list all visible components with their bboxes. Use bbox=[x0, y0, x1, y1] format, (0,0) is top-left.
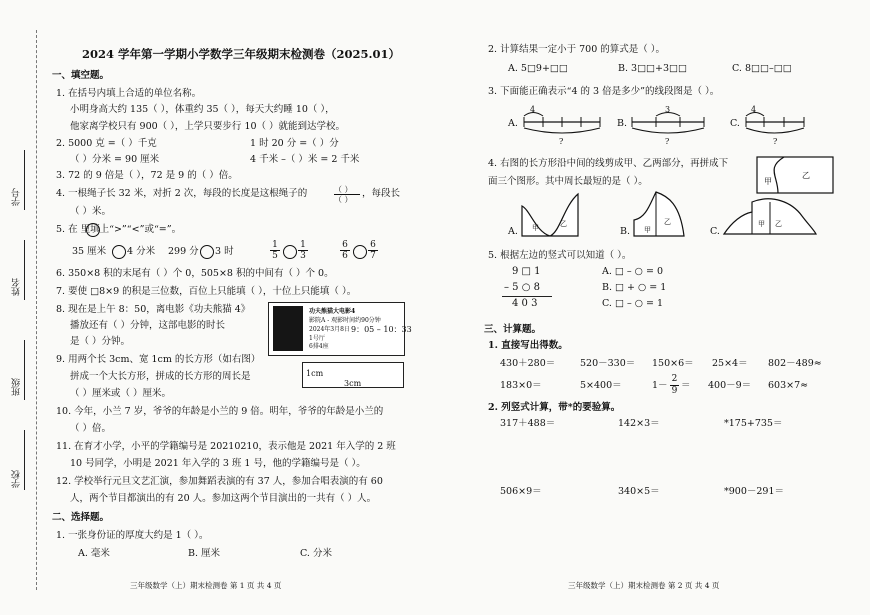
page-footer-left: 三年级数学（上）期末检测卷 第 1 页 共 4 页 bbox=[130, 581, 282, 590]
expr: 603×7≈ bbox=[768, 380, 809, 391]
fraction: 6 7 bbox=[368, 240, 378, 261]
question-2b: 1 时 20 分 =（ ）分 bbox=[250, 138, 339, 149]
fraction: 1 5 bbox=[270, 240, 280, 261]
binding-label-class: 班级 bbox=[12, 378, 22, 396]
question-10a: 10. 今年，小兰 7 岁，爷爷的年龄是小兰的 9 倍。明年，爷爷的年龄是小兰的 bbox=[56, 406, 384, 417]
expr: 430＋280＝ bbox=[500, 358, 556, 369]
calc-part-1: 1. 直接写出得数。 bbox=[488, 340, 568, 351]
question-4c: （ ）米。 bbox=[70, 206, 112, 217]
rect-width-label: 1cm bbox=[306, 369, 324, 378]
vertical-calc: *175+735＝ bbox=[724, 418, 783, 429]
shape-b-jia: 甲 bbox=[644, 226, 651, 234]
choice-3-option-a[interactable]: A. bbox=[508, 118, 518, 129]
vertical-row-1: 9 □ 1 bbox=[512, 266, 541, 277]
binding-label-name: 姓名 bbox=[12, 278, 22, 296]
choice-3: 3. 下面能正确表示“4 的 3 倍是多少”的线段图是（ ）。 bbox=[488, 86, 720, 97]
question-11a: 11. 在育才小学，小平的学籍编号是 20210210，表示他是 2021 年入学的 2 班 bbox=[56, 441, 396, 452]
binding-label-student-id: 学号 bbox=[12, 188, 22, 206]
rect-length-label: 3cm bbox=[344, 379, 362, 388]
shape-b-yi: 乙 bbox=[664, 218, 671, 226]
choice-2-option-c[interactable]: C. 8□□–□□ bbox=[732, 63, 792, 74]
vertical-calc: *900－291＝ bbox=[724, 486, 785, 497]
question-1: 1. 在括号内填上合适的单位名称。 bbox=[56, 88, 202, 99]
segment-a-qmark: ? bbox=[559, 137, 564, 146]
expr: 5×400＝ bbox=[580, 380, 622, 391]
binding-line bbox=[36, 30, 37, 590]
question-9a: 9. 用两个长 3cm、宽 1cm 的长方形（如右图） bbox=[56, 354, 261, 365]
compare-circle[interactable] bbox=[283, 245, 297, 259]
choice-3-option-c[interactable]: C. bbox=[730, 118, 740, 129]
choice-2-option-b[interactable]: B. 3□□+3□□ bbox=[618, 63, 687, 74]
expr: 802－489≈ bbox=[768, 358, 822, 369]
vertical-calc: 142×3＝ bbox=[618, 418, 660, 429]
question-9b: 拼成一个大长方形，拼成的长方形的周长是 bbox=[70, 371, 251, 382]
segment-c-top: 4 bbox=[751, 105, 757, 114]
binding-blank bbox=[24, 150, 25, 210]
shape-a-jia: 甲 bbox=[532, 224, 539, 232]
choice-5: 5. 根据左边的竖式可以知道（ ）。 bbox=[488, 250, 632, 261]
expr: 400－9＝ bbox=[708, 380, 752, 391]
compare-a-left: 35 厘米 bbox=[72, 246, 107, 257]
question-2a: 2. 5000 克 =（ ）千克 bbox=[56, 138, 157, 149]
vertical-row-2: – 5 ○ 8 bbox=[504, 282, 540, 293]
blank-fraction: （ ） （ ） bbox=[334, 185, 360, 204]
choice-1-option-a[interactable]: A. 毫米 bbox=[78, 548, 110, 559]
expr-fraction: 2 9 bbox=[671, 374, 678, 396]
circle-icon bbox=[86, 223, 100, 237]
question-5: 5. 在 里填上“>”“<”或“=”。 bbox=[56, 224, 182, 235]
question-9c: （ ）厘米或（ ）厘米。 bbox=[70, 388, 172, 399]
question-6: 6. 350×8 积的末尾有（ ）个 0，505×8 积的中间有（ ）个 0。 bbox=[56, 268, 334, 279]
shape-a-yi: 乙 bbox=[560, 220, 567, 228]
movie-ticket bbox=[268, 302, 412, 356]
vertical-calc: 317＋488＝ bbox=[500, 418, 556, 429]
choice-5-option-b[interactable]: B. □ + ○ = 1 bbox=[602, 282, 667, 293]
section-choice: 二、选择题。 bbox=[52, 512, 110, 523]
segment-c-qmark: ? bbox=[773, 137, 778, 146]
question-10b: （ ）倍。 bbox=[70, 423, 112, 434]
question-8b: 播放还有（ ）分钟，这部电影的时长 bbox=[70, 320, 226, 331]
binding-blank bbox=[24, 430, 25, 490]
choice-5-option-a[interactable]: A. □ – ○ = 0 bbox=[602, 266, 663, 277]
question-2c: （ ）分米 = 90 厘米 bbox=[70, 154, 160, 165]
choice-4a: 4. 右图的长方形沿中间的线剪成甲、乙两部分，再拼成下 bbox=[488, 158, 729, 169]
shape-option-a bbox=[520, 192, 582, 238]
expr-fraction-prefix: 1－ bbox=[652, 380, 668, 391]
choice-1-option-c[interactable]: C. 分米 bbox=[300, 548, 332, 559]
ticket-line: 影院A - 观影时间约90分钟 bbox=[309, 317, 381, 324]
calc-part-2: 2. 列竖式计算，带*的要验算。 bbox=[488, 402, 621, 413]
vertical-calc: 506×9＝ bbox=[500, 486, 542, 497]
label-yi: 乙 bbox=[802, 171, 810, 180]
segment-b-top: 3 bbox=[665, 105, 671, 114]
choice-4b: 面三个图形。其中周长最短的是（ ）。 bbox=[488, 176, 648, 187]
choice-4-option-c[interactable]: C. bbox=[710, 226, 720, 237]
vertical-row-3: 4 0 3 bbox=[512, 298, 538, 309]
question-4b: ，每段长 bbox=[362, 188, 401, 199]
shape-option-c bbox=[722, 196, 818, 236]
choice-5-option-c[interactable]: C. □ – ○ = 1 bbox=[602, 298, 664, 309]
binding-blank bbox=[24, 340, 25, 400]
question-8a: 8. 现在是上午 8：50，离电影《功夫熊猫 4》 bbox=[56, 304, 251, 315]
compare-b-right: 3 时 bbox=[215, 246, 234, 257]
question-1-line-b: 他家离学校只有 900（ ），上学只要步行 10（ ）就能到达学校。 bbox=[70, 121, 346, 132]
binding-blank bbox=[24, 240, 25, 300]
ticket-time: 9：05 – 10：33 bbox=[351, 325, 412, 334]
segment-a-top: 4 bbox=[530, 105, 536, 114]
segment-b-qmark: ? bbox=[665, 137, 670, 146]
question-11b: 10 号同学，小明是 2021 年入学的 3 班 1 号，他的学籍编号是（ ）。 bbox=[70, 458, 366, 469]
question-8c: 是（ ）分钟。 bbox=[70, 336, 131, 347]
choice-1-option-b[interactable]: B. 厘米 bbox=[188, 548, 221, 559]
ticket-title: 功夫熊猫大电影4 bbox=[309, 308, 356, 315]
compare-circle[interactable] bbox=[112, 245, 126, 259]
label-jia: 甲 bbox=[764, 177, 772, 186]
page-title: 2024 学年第一学期小学数学三年级期末检测卷（2025.01） bbox=[82, 47, 401, 61]
shape-c-jia: 甲 bbox=[758, 220, 765, 228]
choice-3-option-b[interactable]: B. bbox=[617, 118, 628, 129]
expr: 520－330＝ bbox=[580, 358, 636, 369]
section-fill-blank: 一、填空题。 bbox=[52, 70, 110, 81]
shape-option-b bbox=[632, 190, 688, 238]
compare-circle[interactable] bbox=[353, 245, 367, 259]
expr: 183×0＝ bbox=[500, 380, 542, 391]
question-1-line-a: 小明身高大约 135（ ），体重约 35（ ），每天大约睡 10（ ）， bbox=[70, 104, 335, 115]
compare-b-left: 299 分 bbox=[168, 246, 199, 257]
question-2d: 4 千米 –（ ）米 = 2 千米 bbox=[250, 154, 360, 165]
vertical-calc: 340×5＝ bbox=[618, 486, 660, 497]
ticket-seat: 6排4座 bbox=[309, 343, 329, 350]
question-12b: 人，两个节目都演出的有 20 人。参加这两个节目演出的一共有（ ）人。 bbox=[70, 493, 377, 504]
compare-circle[interactable] bbox=[200, 245, 214, 259]
choice-2: 2. 计算结果一定小于 700 的算式是（ ）。 bbox=[488, 44, 666, 55]
movie-poster-image bbox=[273, 306, 303, 351]
fraction: 1 3 bbox=[298, 240, 308, 261]
question-7: 7. 要使 □8×9 的积是三位数，百位上只能填（ ），十位上只能填（ ）。 bbox=[56, 286, 357, 297]
compare-a-right: 4 分米 bbox=[127, 246, 156, 257]
shape-c-yi: 乙 bbox=[775, 220, 782, 228]
expr: 150×6＝ bbox=[652, 358, 694, 369]
ticket-date: 2024年3月8日 bbox=[309, 326, 350, 333]
question-4a: 4. 一根绳子长 32 米，对折 2 次，每段的长度是这根绳子的 bbox=[56, 188, 308, 199]
expr: 25×4＝ bbox=[712, 358, 748, 369]
fraction: 6 6 bbox=[340, 240, 350, 261]
binding-label-school: 学校 bbox=[12, 470, 22, 488]
ticket-hall: 1号厅 bbox=[309, 335, 325, 342]
choice-1: 1. 一张身份证的厚度大约是 1（ ）。 bbox=[56, 530, 209, 541]
choice-4-option-a[interactable]: A. bbox=[508, 226, 518, 237]
choice-4-option-b[interactable]: B. bbox=[620, 226, 631, 237]
page-footer-right: 三年级数学（上）期末检测卷 第 2 页 共 4 页 bbox=[568, 581, 720, 590]
expr-fraction-suffix: ＝ bbox=[681, 380, 691, 391]
section-calc: 三、计算题。 bbox=[484, 324, 542, 335]
question-3: 3. 72 的 9 倍是（ ），72 是 9 的（ ）倍。 bbox=[56, 170, 238, 181]
choice-2-option-a[interactable]: A. 5□9+□□ bbox=[508, 63, 568, 74]
vertical-rule bbox=[502, 296, 552, 297]
question-12a: 12. 学校举行元旦文艺汇演，参加舞蹈表演的有 37 人，参加合唱表演的有 60 bbox=[56, 476, 383, 487]
